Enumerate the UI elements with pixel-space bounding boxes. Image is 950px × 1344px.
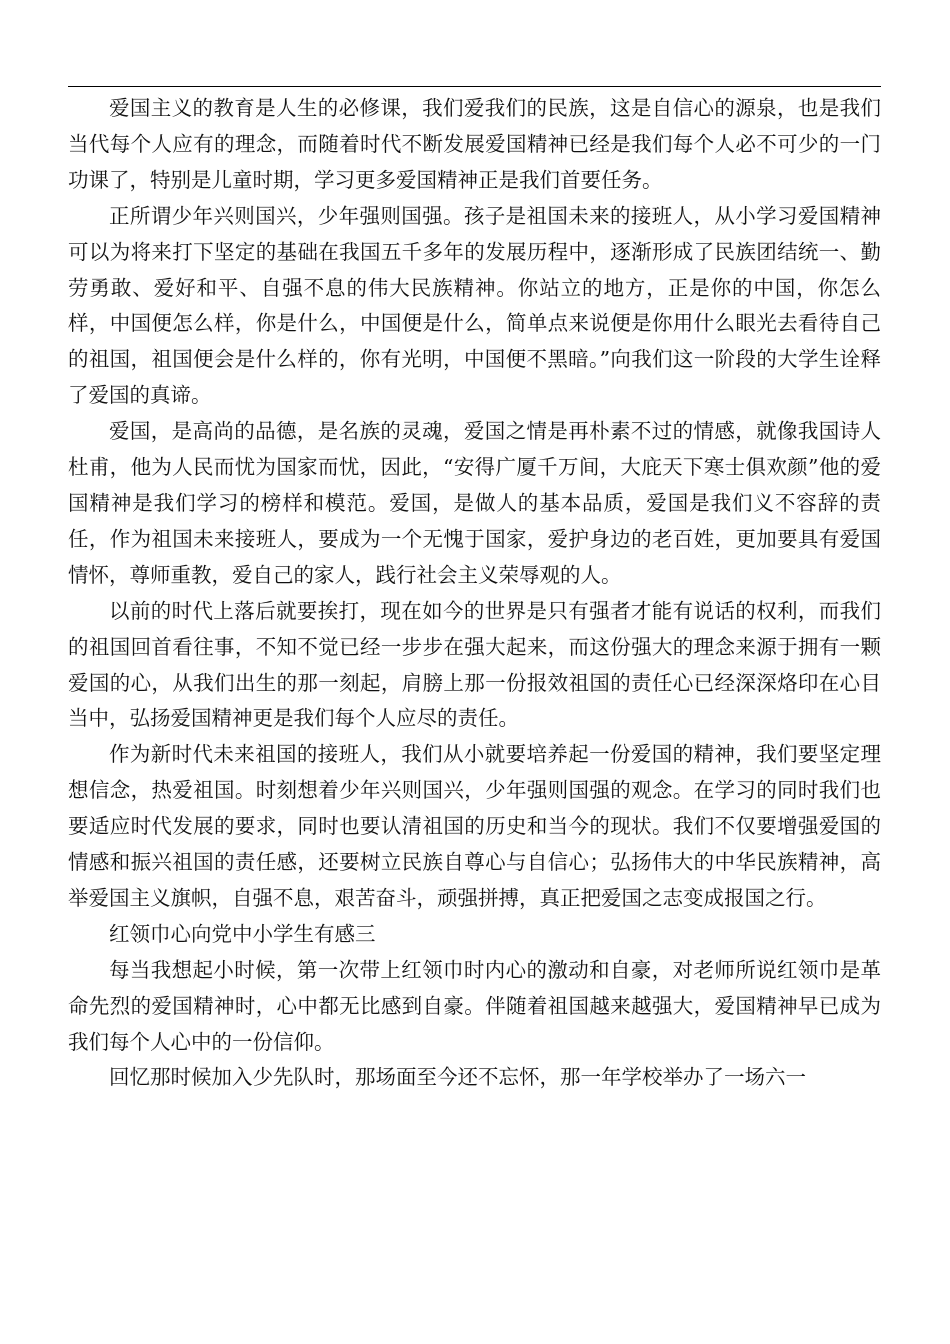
paragraph-5: 作为新时代未来祖国的接班人，我们从小就要培养起一份爱国的精神，我们要坚定理想信念，热爱祖国。时刻想着少年兴则国兴，少年强则国强的观念。在学习的同时我们也要适应时代发展的要求，同时也要认清祖国的历史和当今的现状。我们不仅要增强爱国的情感和振兴祖国的责任感，还要树立民族自尊心与自信心；弘扬伟大的中华民族精神，高举爱国主义旗帜，自强不息，艰苦奋斗，顽强拼搏，真正把爱国之志变成报国之行。 [68, 742, 881, 910]
header-rule [68, 86, 881, 87]
paragraph-6: 每当我想起小时候，第一次带上红领巾时内心的激动和自豪，对老师所说红领巾是革命先烈的爱国精神时，心中都无比感到自豪。伴随着祖国越来越强大，爱国精神早已成为我们每个人心中的一份信仰。 [68, 957, 881, 1054]
paragraph-1: 爱国主义的教育是人生的必修课，我们爱我们的民族，这是自信心的源泉，也是我们当代每个人应有的理念，而随着时代不断发展爱国精神已经是我们每个人必不可少的一门功课了，特别是儿童时期，学习更多爱国精神正是我们首要任务。 [68, 96, 881, 192]
paragraph-4: 以前的时代上落后就要挨打，现在如今的世界是只有强者才能有说话的权利，而我们的祖国回首看往事，不知不觉已经一步步在强大起来，而这份强大的理念来源于拥有一颗爱国的心，从我们出生的那一刻起，肩膀上那一份报效祖国的责任心已经深深烙印在心目当中，弘扬爱国精神更是我们每个人应尽的责任。 [68, 598, 881, 731]
paragraph-7: 回忆那时候加入少先队时，那场面至今还不忘怀，那一年学校举办了一场六一 [109, 1065, 806, 1090]
paragraph-3: 爱国，是高尚的品德，是名族的灵魂，爱国之情是再朴素不过的情感，就像我国诗人杜甫，他为人民而忧为国家而忧，因此，“安得广厦千万间，大庇天下寒士俱欢颜”他的爱国精神是我们学习的榜样和模范。爱国，是做人的基本品质，爱国是我们义不容辞的责任，作为祖国未来接班人，要成为一个无愧于国家，爱护身边的老百姓，更加要具有爱国情怀，尊师重教，爱自己的家人，践行社会主义荣辱观的人。 [68, 419, 881, 587]
document-body [68, 91, 881, 1096]
section-heading: 红领巾心向党中小学生有感三 [109, 921, 376, 946]
paragraph-2: 正所谓少年兴则国兴，少年强则国强。孩子是祖国未来的接班人，从小学习爱国精神可以为将来打下坚定的基础在我国五千多年的发展历程中，逐渐形成了民族团结统一、勤劳勇敢、爱好和平、自强不息的伟大民族精神。你站立的地方，正是你的中国，你怎么样，中国便怎么样，你是什么，中国便是什么，简单点来说便是你用什么眼光去看待自己的祖国，祖国便会是什么样的，你有光明，中国便不黑暗。”向我们这一阶段的大学生诠释了爱国的真谛。 [68, 203, 881, 408]
